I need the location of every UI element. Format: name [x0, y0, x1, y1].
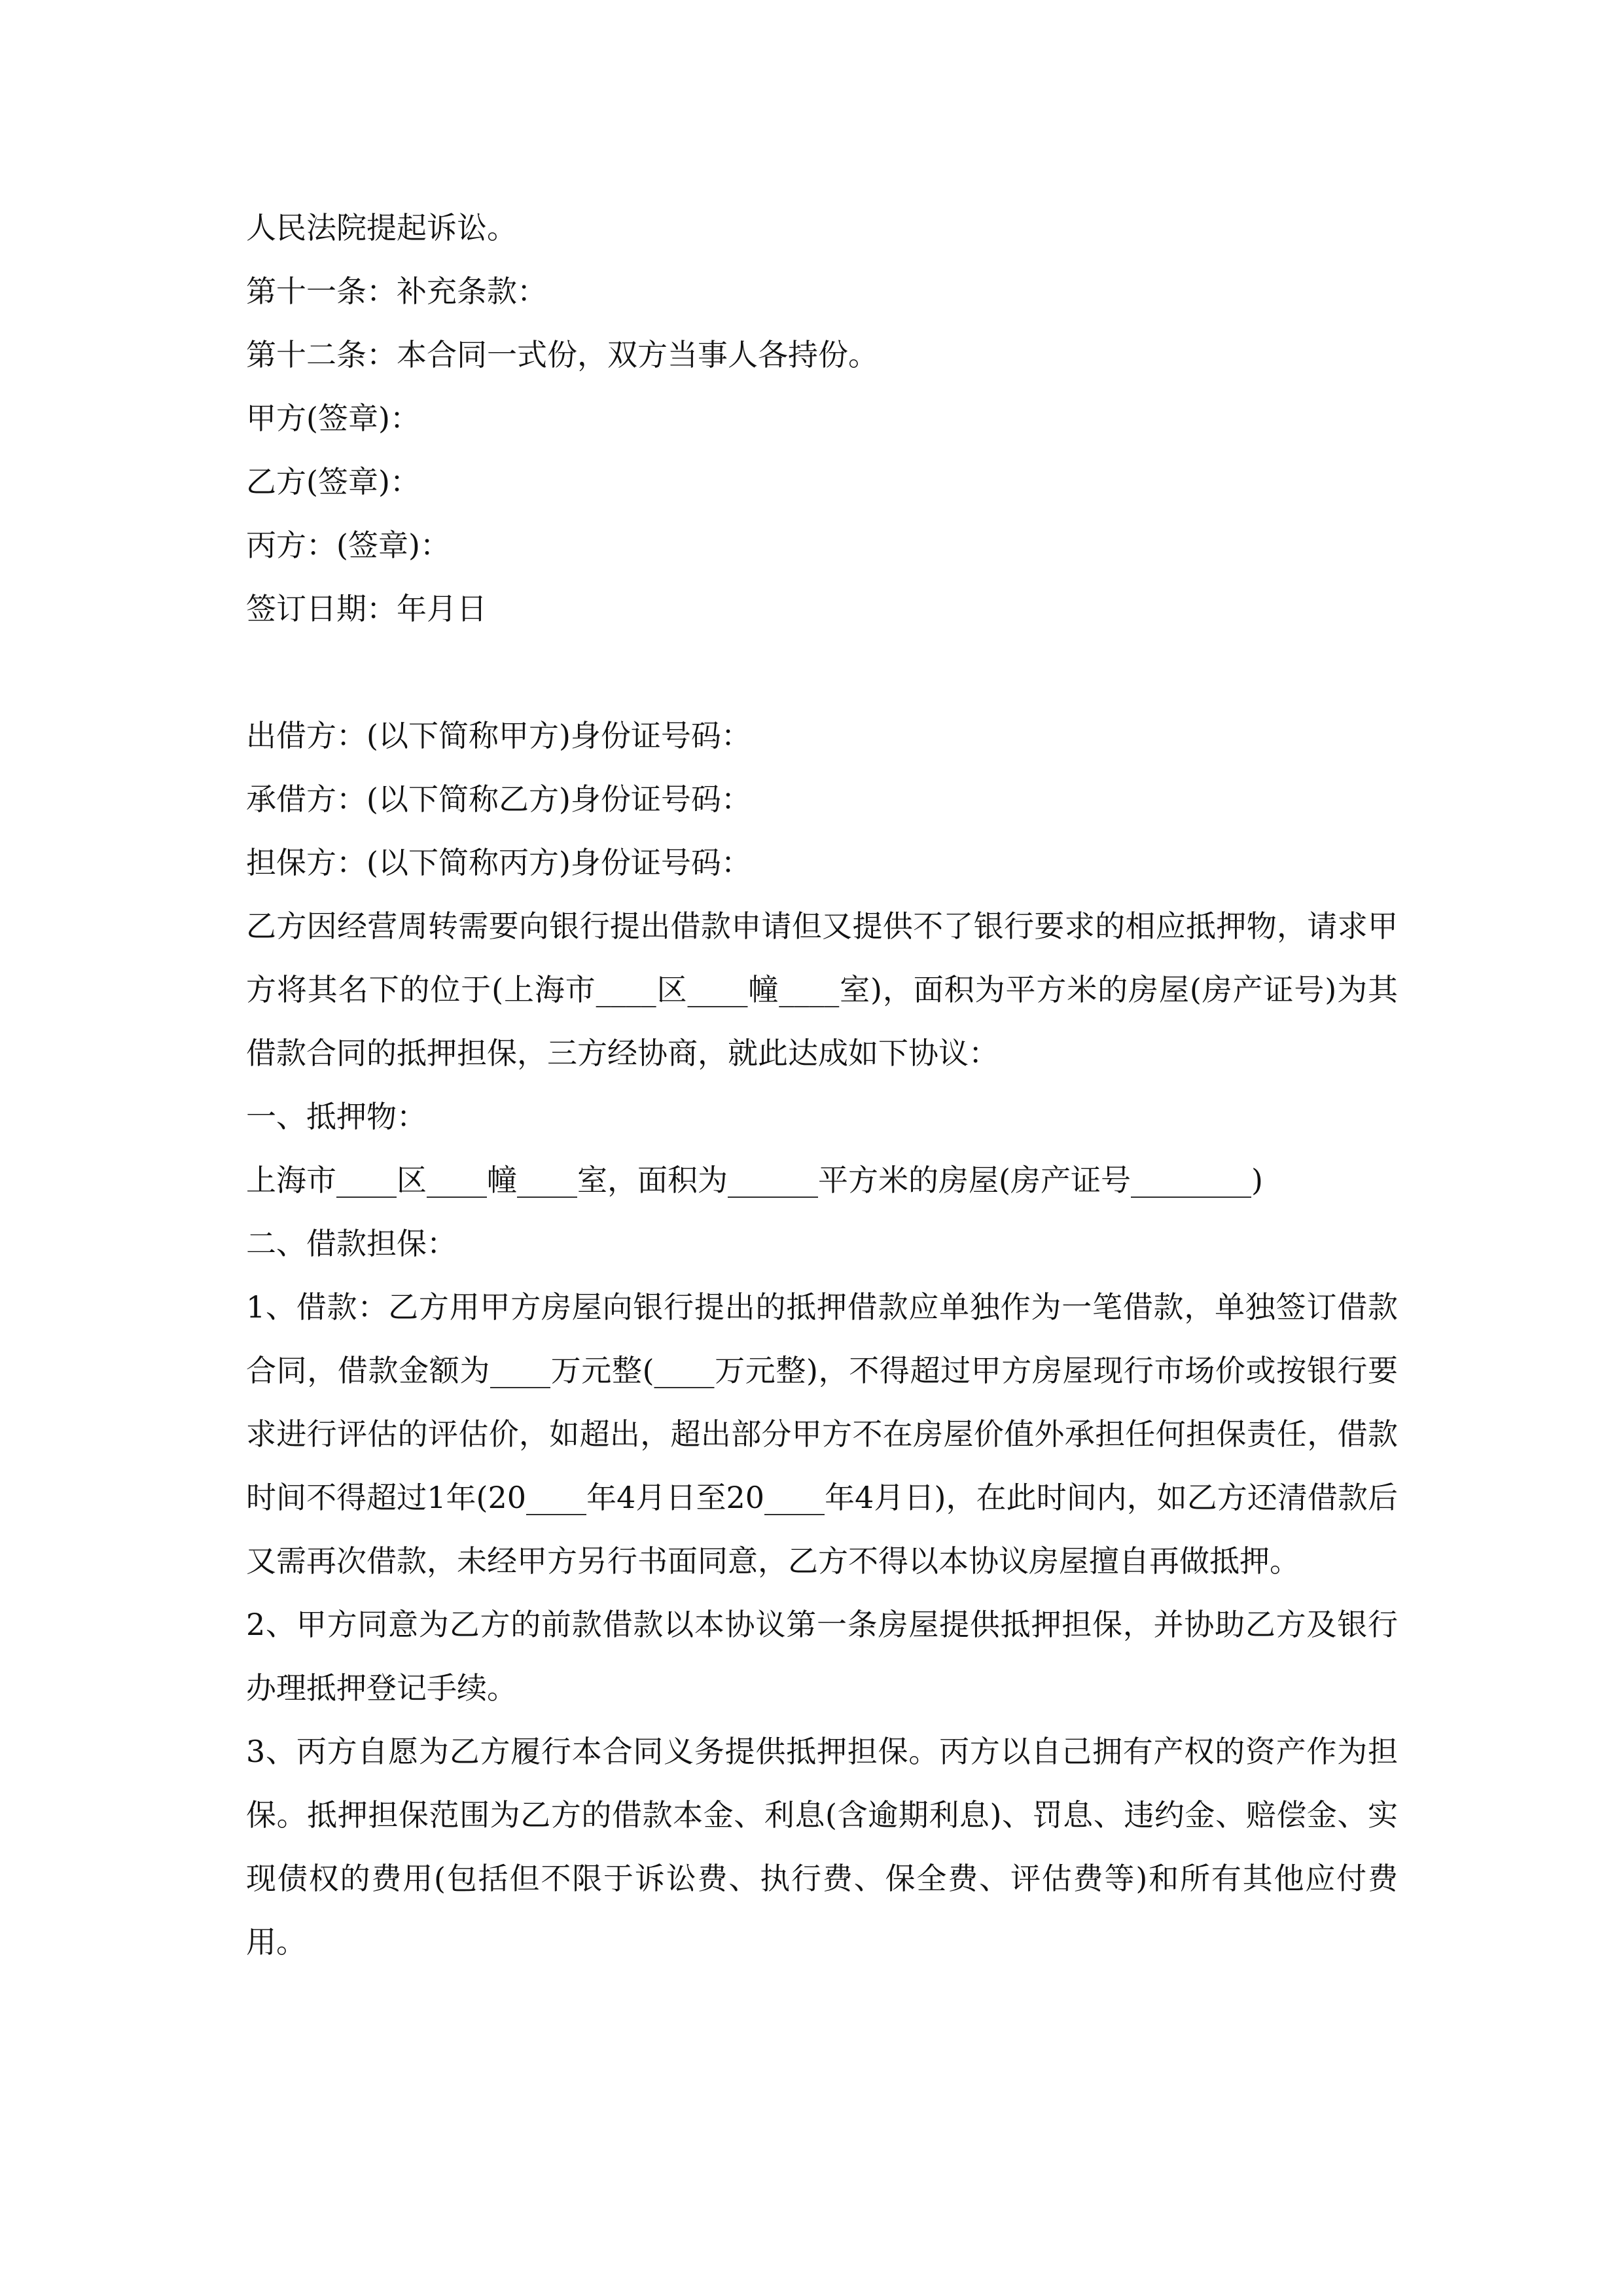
- heading-collateral: 一、抵押物：: [246, 1099, 427, 1134]
- paragraph-intro: 乙方因经营周转需要向银行提出借款申请但又提供不了银行要求的相应抵押物，请求甲方将其名下的位于(上海市____区____幢____室)，面积为平方米的房屋(房产证号)为其借款合同的抵押担保，三方经协商，就此达成如下协议：: [246, 908, 1398, 1071]
- heading-loan-guarantee: 二、借款担保：: [246, 1226, 457, 1261]
- paragraph-court-suit: 人民法院提起诉讼。: [246, 210, 517, 245]
- collateral-description: 上海市____区____幢____室，面积为______平方米的房屋(房产证号________): [246, 1162, 1263, 1198]
- borrower-line: 承借方：(以下简称乙方)身份证号码：: [246, 781, 751, 817]
- clause-2-consent: 2、甲方同意为乙方的前款借款以本协议第一条房屋提供抵押担保，并协助乙方及银行办理抵押登记手续。: [246, 1607, 1398, 1706]
- section-gap: [246, 641, 1398, 704]
- signature-party-c: 丙方：(签章)：: [246, 528, 450, 563]
- paragraph-article-12: 第十二条：本合同一式份，双方当事人各持份。: [246, 337, 878, 372]
- signature-party-b: 乙方(签章)：: [246, 464, 420, 499]
- guarantor-line: 担保方：(以下简称丙方)身份证号码：: [246, 845, 751, 880]
- paragraph-article-11: 第十一条：补充条款：: [246, 274, 547, 309]
- clause-3-guarantee: 3、丙方自愿为乙方履行本合同义务提供抵押担保。丙方以自己拥有产权的资产作为担保。抵押担保范围为乙方的借款本金、利息(含逾期利息)、罚息、违约金、赔偿金、实现债权的费用(包括但不限于诉讼费、执行费、保全费、评估费等)和所有其他应付费用。: [246, 1734, 1398, 1960]
- signature-party-a: 甲方(签章)：: [246, 401, 420, 436]
- document-body: [246, 196, 1398, 1974]
- clause-1-loan: 1、借款：乙方用甲方房屋向银行提出的抵押借款应单独作为一笔借款，单独签订借款合同，借款金额为____万元整(____万元整)，不得超过甲方房屋现行市场价或按银行要求进行评估的评估价，如超出，超出部分甲方不在房屋价值外承担任何担保责任，借款时间不得超过1年(20____年4月日至20____年4月日)，在此时间内，如乙方还清借款后又需再次借款，未经甲方另行书面同意，乙方不得以本协议房屋擅自再做抵押。: [246, 1289, 1398, 1579]
- signing-date: 签订日期：年月日: [246, 591, 487, 626]
- lender-line: 出借方：(以下简称甲方)身份证号码：: [246, 718, 751, 753]
